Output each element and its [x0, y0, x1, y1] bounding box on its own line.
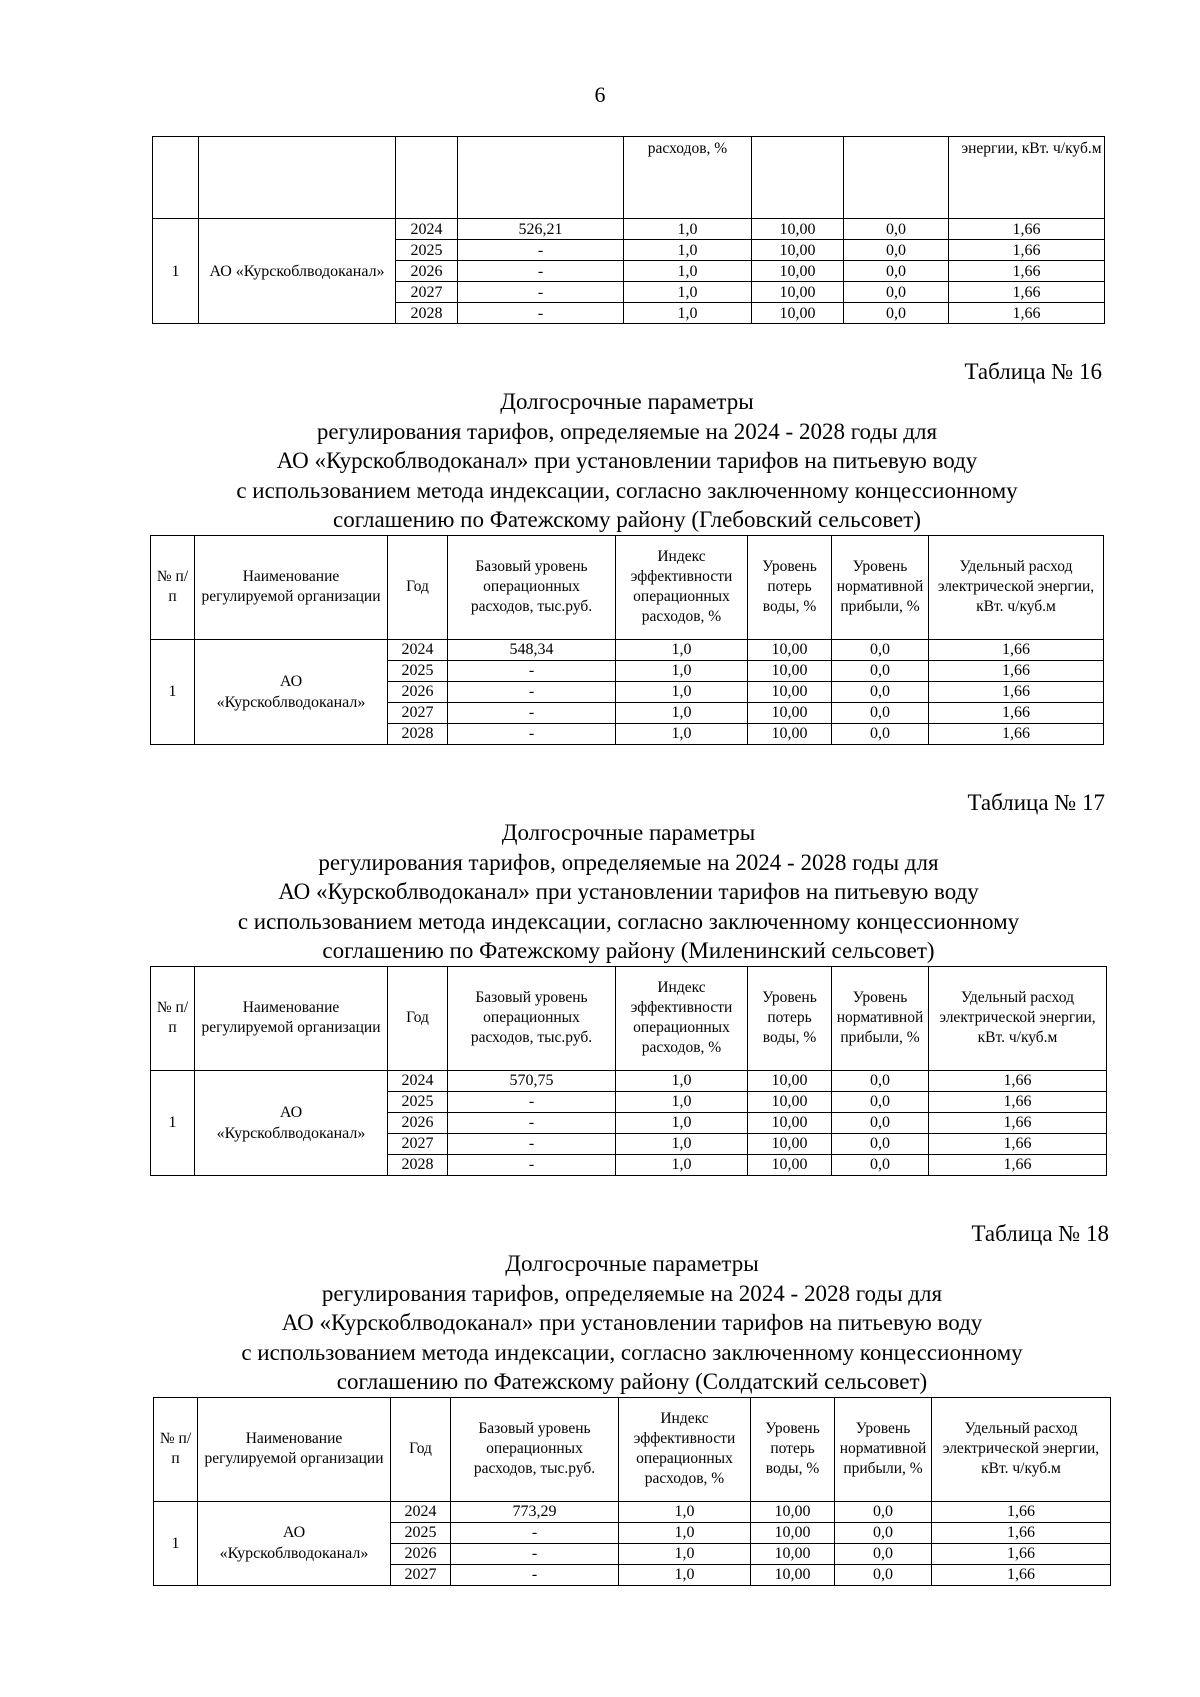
cell-loss: 10,00: [748, 1154, 832, 1175]
cell-energy: 1,66: [929, 681, 1104, 702]
cell-loss: 10,00: [751, 1501, 835, 1522]
title-line: с использованием метода индексации, согласно заключенному концессионному: [241, 1339, 1023, 1365]
cell-year: 2026: [391, 1543, 451, 1564]
column-header-index: Индекс эффективности операционных расходов, %: [616, 966, 748, 1070]
cell-loss: 10,00: [752, 303, 844, 324]
column-header-loss: Уровень потерь воды, %: [748, 966, 832, 1070]
cell-index: 1,0: [616, 681, 748, 702]
cell-profit: 0,0: [832, 1154, 929, 1175]
column-header-year: Год: [391, 1397, 451, 1501]
title-line: регулирования тарифов, определяемые на 2024 - 2028 годы для: [318, 849, 939, 875]
cell-energy: 1,66: [932, 1522, 1111, 1543]
title-line: соглашению по Фатежскому району (Глебовский сельсовет): [333, 507, 921, 532]
cell-loss: 10,00: [752, 261, 844, 282]
cell-base: -: [448, 1154, 616, 1175]
cell-energy: 1,66: [929, 1070, 1107, 1091]
cell-index: 1,0: [619, 1522, 751, 1543]
column-header-num: № п/п: [151, 535, 195, 639]
cell-energy: 1,66: [932, 1564, 1111, 1585]
title-line: регулирования тарифов, определяемые на 2024 - 2028 годы для: [321, 1280, 943, 1306]
title-line: АО «Курскоблводоканал» при установлении тарифов на питьевую воду: [281, 1310, 983, 1335]
cell-index: 1,0: [616, 1091, 748, 1112]
cell-base: 773,29: [451, 1501, 619, 1522]
cell-base: 526,21: [458, 219, 624, 240]
table-title: [153, 1249, 1111, 1397]
cell-energy: 1,66: [929, 660, 1104, 681]
tariff-table: [153, 1397, 1111, 1586]
title-line: с использованием метода индексации, согласно заключенному концессионному: [236, 477, 1018, 503]
column-header-loss: Уровень потерь воды, %: [751, 1397, 835, 1501]
header-row: [151, 535, 1104, 639]
title-line: Долгосрочные параметры: [500, 389, 754, 414]
header-row: [154, 1397, 1111, 1501]
header-fragment: расходов, %: [624, 137, 752, 219]
cell-loss: 10,00: [748, 702, 832, 723]
cell-profit: 0,0: [835, 1501, 932, 1522]
cell-year: 2028: [396, 303, 458, 324]
org-name: АО «Курскоблводоканал»: [195, 1070, 388, 1175]
cell-profit: 0,0: [835, 1564, 932, 1585]
cell-profit: 0,0: [844, 219, 949, 240]
cell-loss: 10,00: [752, 240, 844, 261]
title-line: Долгосрочные параметры: [505, 1251, 759, 1276]
cell-energy: 1,66: [949, 219, 1105, 240]
cell-profit: 0,0: [832, 639, 929, 660]
cell-index: 1,0: [624, 261, 752, 282]
title-line: соглашению по Фатежскому району (Солдатский сельсовет): [336, 1369, 928, 1394]
cell-year: 2025: [396, 240, 458, 261]
column-header-profit: Уровень нормативной прибыли, %: [832, 966, 929, 1070]
cell-energy: 1,66: [932, 1501, 1111, 1522]
cell-year: 2028: [388, 1154, 448, 1175]
continuation-table: [152, 136, 1105, 324]
table-label: Таблица № 17: [967, 790, 1105, 815]
cell-year: 2025: [388, 660, 448, 681]
cell-loss: 10,00: [752, 282, 844, 303]
column-header-base: Базовый уровень операционных расходов, тыс.руб.: [448, 535, 616, 639]
column-header-index: Индекс эффективности операционных расходов, %: [619, 1397, 751, 1501]
cell-profit: 0,0: [844, 303, 949, 324]
cell-year: 2027: [388, 702, 448, 723]
cell-loss: 10,00: [748, 1112, 832, 1133]
cell-energy: 1,66: [949, 303, 1105, 324]
column-header-base: Базовый уровень операционных расходов, тыс.руб.: [451, 1397, 619, 1501]
cell-base: -: [458, 303, 624, 324]
column-header-num: № п/п: [151, 966, 195, 1070]
cell-profit: 0,0: [844, 282, 949, 303]
cell-profit: 0,0: [832, 1070, 929, 1091]
cell-profit: 0,0: [844, 261, 949, 282]
cell-base: -: [448, 702, 616, 723]
cell-base: -: [448, 1133, 616, 1154]
header-fragment: энергии, кВт. ч/куб.м: [949, 137, 1105, 219]
cell-index: 1,0: [624, 219, 752, 240]
cell-index: 1,0: [616, 1070, 748, 1091]
cell-base: -: [451, 1564, 619, 1585]
table-label: Таблица № 16: [964, 359, 1102, 384]
cell-year: 2026: [388, 1112, 448, 1133]
cell-year: 2028: [388, 723, 448, 744]
cell-energy: 1,66: [929, 702, 1104, 723]
cell-loss: 10,00: [751, 1522, 835, 1543]
cell-index: 1,0: [619, 1501, 751, 1522]
row-number: 1: [153, 219, 199, 324]
title-line: АО «Курскоблводоканал» при установлении тарифов на питьевую воду: [276, 448, 978, 473]
cell-index: 1,0: [616, 723, 748, 744]
cell-loss: 10,00: [751, 1543, 835, 1564]
column-header-num: № п/п: [154, 1397, 198, 1501]
cell-base: -: [451, 1543, 619, 1564]
cell-base: 570,75: [448, 1070, 616, 1091]
column-header-energy: Удельный расход электрической энергии, кВт. ч/куб.м: [929, 966, 1107, 1070]
column-header-profit: Уровень нормативной прибыли, %: [832, 535, 929, 639]
cell-loss: 10,00: [748, 1133, 832, 1154]
cell-energy: 1,66: [929, 1112, 1107, 1133]
row-number: 1: [151, 1070, 195, 1175]
cell-index: 1,0: [624, 282, 752, 303]
table-row: [154, 1501, 1111, 1522]
cell-loss: 10,00: [748, 1091, 832, 1112]
cell-base: -: [458, 261, 624, 282]
continuation-table-block: [152, 136, 1104, 324]
cell-profit: 0,0: [832, 660, 929, 681]
column-header-org: Наименование регулируемой организации: [195, 535, 388, 639]
column-header-energy: Удельный расход электрической энергии, кВт. ч/куб.м: [932, 1397, 1111, 1501]
cell-profit: 0,0: [832, 702, 929, 723]
table-16-block: [150, 357, 1104, 745]
title-line: с использованием метода индексации, согласно заключенному концессионному: [237, 908, 1020, 934]
cell-profit: 0,0: [832, 723, 929, 744]
org-name: АО «Курскоблводоканал»: [195, 639, 388, 744]
table-row: [153, 219, 1105, 240]
cell-profit: 0,0: [832, 681, 929, 702]
cell-base: -: [448, 660, 616, 681]
cell-profit: 0,0: [835, 1543, 932, 1564]
cell-base: -: [448, 681, 616, 702]
table-title: [150, 387, 1104, 535]
column-header-year: Год: [388, 966, 448, 1070]
org-name: АО «Курскоблводоканал»: [198, 1501, 391, 1585]
cell-year: 2025: [391, 1522, 451, 1543]
cell-index: 1,0: [619, 1564, 751, 1585]
cell-profit: 0,0: [835, 1522, 932, 1543]
cell-loss: 10,00: [752, 219, 844, 240]
cell-year: 2026: [396, 261, 458, 282]
tariff-table: [150, 966, 1107, 1176]
table-title: [150, 818, 1107, 966]
cell-year: 2024: [396, 219, 458, 240]
cell-energy: 1,66: [949, 240, 1105, 261]
table-label: Таблица № 18: [971, 1221, 1109, 1246]
cell-profit: 0,0: [832, 1091, 929, 1112]
tariff-table: [150, 535, 1104, 745]
cell-year: 2027: [396, 282, 458, 303]
cell-base: -: [448, 723, 616, 744]
title-line: регулирования тарифов, определяемые на 2024 - 2028 годы для: [316, 418, 938, 444]
cell-base: -: [451, 1522, 619, 1543]
org-name: АО «Курскоблводоканал»: [199, 219, 396, 324]
cell-year: 2025: [388, 1091, 448, 1112]
column-header-energy: Удельный расход электрической энергии, кВт. ч/куб.м: [929, 535, 1104, 639]
title-line: АО «Курскоблводоканал» при установлении тарифов на питьевую воду: [278, 879, 979, 904]
column-header-loss: Уровень потерь воды, %: [748, 535, 832, 639]
cell-loss: 10,00: [748, 681, 832, 702]
table-row: [151, 639, 1104, 660]
cell-year: 2024: [391, 1501, 451, 1522]
column-header-base: Базовый уровень операционных расходов, тыс.руб.: [448, 966, 616, 1070]
column-header-org: Наименование регулируемой организации: [198, 1397, 391, 1501]
cell-loss: 10,00: [748, 660, 832, 681]
cell-energy: 1,66: [929, 1091, 1107, 1112]
cell-base: -: [458, 282, 624, 303]
cell-profit: 0,0: [832, 1133, 929, 1154]
column-header-year: Год: [388, 535, 448, 639]
cell-index: 1,0: [619, 1543, 751, 1564]
cell-year: 2024: [388, 1070, 448, 1091]
cell-energy: 1,66: [929, 723, 1104, 744]
continuation-header-row: [153, 137, 1105, 219]
column-header-org: Наименование регулируемой организации: [195, 966, 388, 1070]
cell-year: 2026: [388, 681, 448, 702]
cell-base: -: [448, 1112, 616, 1133]
column-header-index: Индекс эффективности операционных расходов, %: [616, 535, 748, 639]
page-number: 6: [594, 82, 606, 107]
title-line: Долгосрочные параметры: [501, 820, 756, 845]
continuation-body: [153, 219, 1105, 324]
column-header-profit: Уровень нормативной прибыли, %: [835, 1397, 932, 1501]
cell-energy: 1,66: [929, 1154, 1107, 1175]
cell-energy: 1,66: [929, 639, 1104, 660]
cell-loss: 10,00: [748, 1070, 832, 1091]
header-row: [151, 966, 1107, 1070]
cell-index: 1,0: [616, 1154, 748, 1175]
table-18-block: [153, 1219, 1111, 1679]
cell-loss: 10,00: [748, 723, 832, 744]
cell-year: 2027: [391, 1564, 451, 1585]
cell-loss: 10,00: [751, 1564, 835, 1585]
cell-index: 1,0: [616, 702, 748, 723]
cell-index: 1,0: [616, 639, 748, 660]
cell-index: 1,0: [624, 303, 752, 324]
cell-energy: 1,66: [949, 282, 1105, 303]
cell-profit: 0,0: [832, 1112, 929, 1133]
cell-index: 1,0: [616, 660, 748, 681]
cell-energy: 1,66: [929, 1133, 1107, 1154]
cell-index: 1,0: [616, 1133, 748, 1154]
row-number: 1: [154, 1501, 198, 1585]
row-number: 1: [151, 639, 195, 744]
cell-index: 1,0: [616, 1112, 748, 1133]
table-row: [151, 1070, 1107, 1091]
table-17-block: [150, 788, 1107, 1176]
cell-year: 2027: [388, 1133, 448, 1154]
cell-loss: 10,00: [748, 639, 832, 660]
cell-energy: 1,66: [932, 1543, 1111, 1564]
cell-profit: 0,0: [844, 240, 949, 261]
cell-index: 1,0: [624, 240, 752, 261]
cell-base: -: [458, 240, 624, 261]
cell-base: -: [448, 1091, 616, 1112]
cell-year: 2024: [388, 639, 448, 660]
cell-base: 548,34: [448, 639, 616, 660]
cell-energy: 1,66: [949, 261, 1105, 282]
title-line: соглашению по Фатежскому району (Миленинский сельсовет): [322, 938, 935, 963]
